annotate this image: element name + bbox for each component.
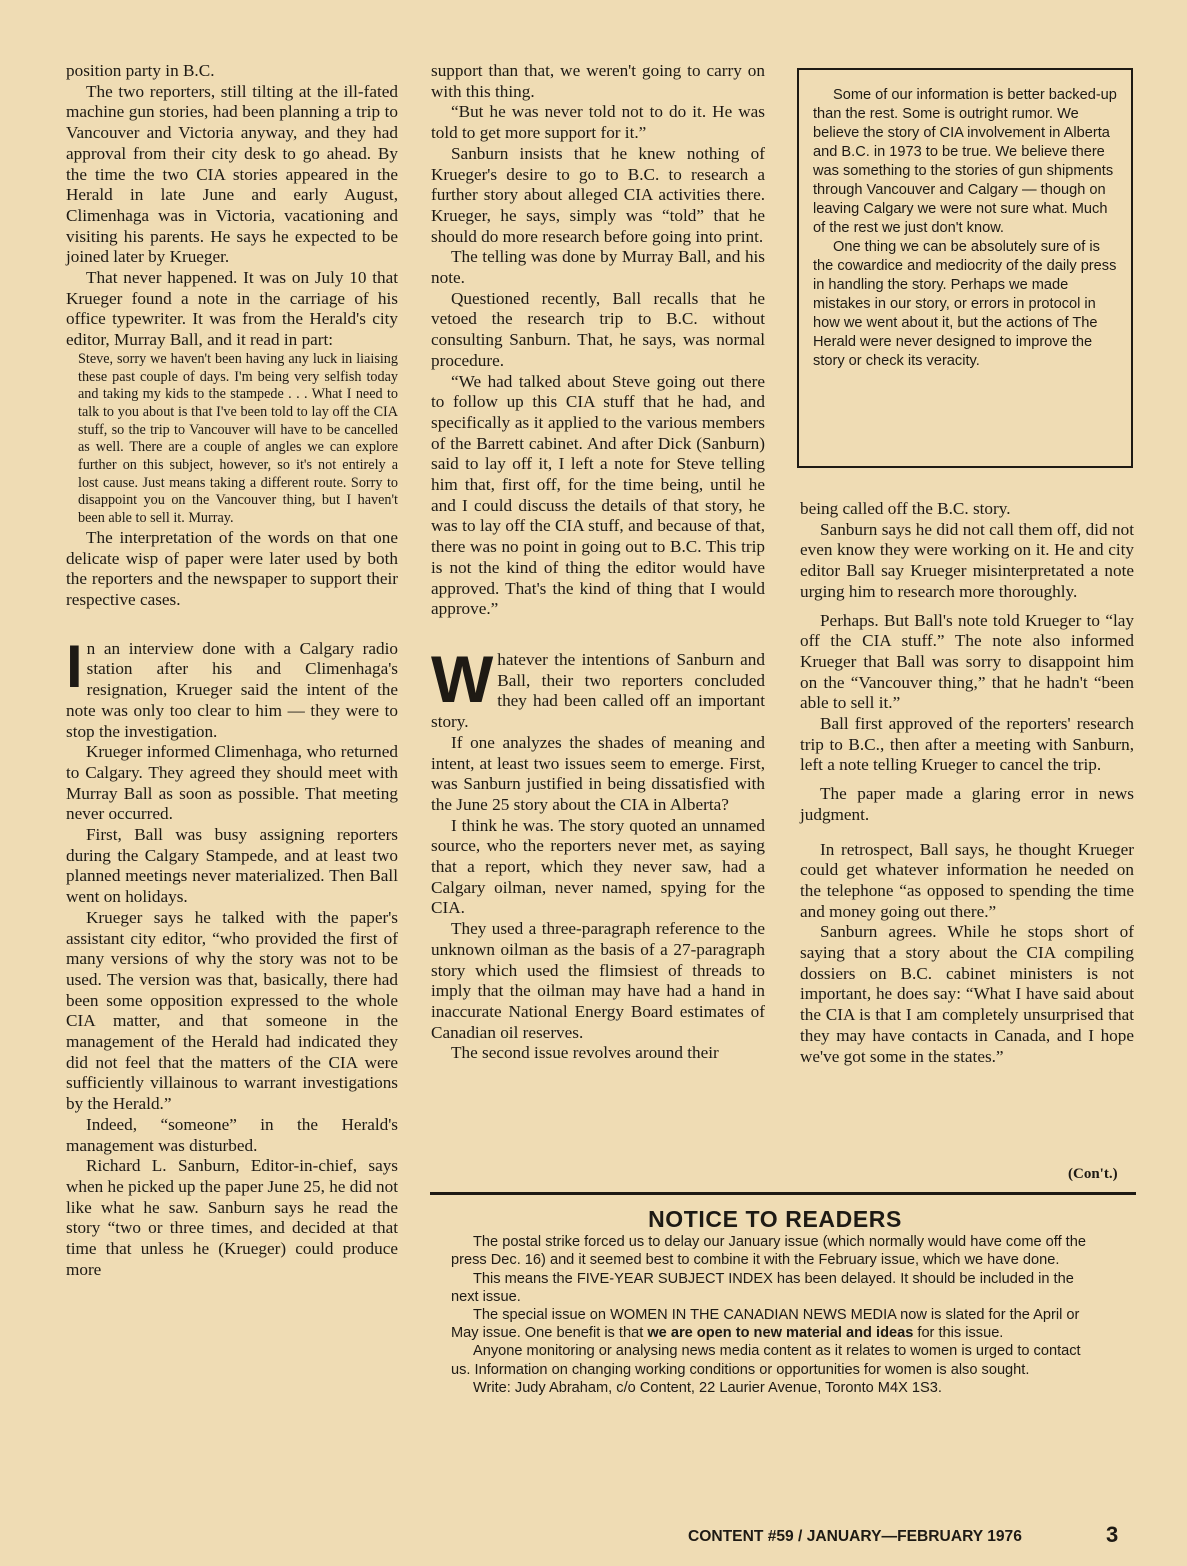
continued-marker: (Con't.)	[1068, 1166, 1118, 1182]
paragraph: The interpretation of the words on that one delicate wisp of paper were later used by both the reporters and the newspaper to support their respective cases.	[66, 527, 398, 609]
article-column-3	[800, 499, 1134, 1067]
notice-to-readers	[451, 1206, 1099, 1397]
notice-paragraph: The special issue on WOMEN IN THE CANADIAN NEWS MEDIA now is slated for the April or May issue. One benefit is that we are open to new material and ideas for this issue.	[451, 1307, 1080, 1342]
article-column-1	[66, 61, 398, 1280]
paragraph: Krueger informed Climenhaga, who returned to Calgary. They agreed they should meet with Murray Ball as soon as possible. That meeting never occurred.	[66, 742, 398, 824]
paragraph: Krueger says he talked with the paper's assistant city editor, “who provided the first of many versions of why the story was not to be used. The version was that, basically, there had been some opposition expressed to the whole CIA matter, and that someone in the management of the Herald had indicated they did not feel that the matters of the CIA were sufficiently villainous to warrant investigations by the Herald.”	[66, 907, 398, 1114]
section-lead	[66, 632, 398, 743]
article-column-2	[431, 61, 765, 1064]
paragraph: position party in B.C.	[66, 61, 215, 80]
paragraph: Perhaps. But Ball's note told Krueger to “lay off the CIA stuff.” The note also informed Krueger that Ball was sorry to disappoint him on the “Vancouver thing,” that he hadn't “been able to sell it.”	[800, 610, 1134, 713]
paragraph: They used a three-paragraph reference to the unknown oilman as the basis of a 27-paragraph story which used the flimsiest of threads to imply that the oilman may have had a hand in inaccurate National Energy Board estimates of Canadian oil reserves.	[431, 919, 765, 1042]
paragraph: Sanburn insists that he knew nothing of Krueger's desire to go to B.C. to research a further story about alleged CIA activities there. Krueger, he says, simply was “told” that he should do more research before going into print.	[431, 143, 765, 246]
paragraph: Sanburn says he did not call them off, did not even know they were working on it. He and city editor Ball say Krueger misinterpretated a note urging him to research more thoroughly.	[800, 519, 1134, 601]
notice-paragraph: Write: Judy Abraham, c/o Content, 22 Laurier Avenue, Toronto M4X 1S3.	[473, 1379, 942, 1396]
paragraph: The paper made a glaring error in news judgment.	[800, 784, 1134, 824]
section-lead	[431, 641, 765, 733]
paragraph: Richard L. Sanburn, Editor-in-chief, says when he picked up the paper June 25, he did not like what he saw. Sanburn says he read the story “two or three times, and decided at that time that unless he (Krueger) could produce more	[66, 1156, 398, 1279]
paragraph: Ball first approved of the reporters' research trip to B.C., then after a meeting with Sanburn, left a note telling Krueger to cancel the trip.	[800, 714, 1134, 775]
notice-paragraph: The postal strike forced us to delay our January issue (which normally would have come off the press Dec. 16) and it seemed best to combine it with the February issue, which we have done.	[451, 1234, 1086, 1269]
paragraph-text: hatever the intentions of Sanburn and Ball, their two reporters concluded they had been called off an important story.	[431, 649, 765, 732]
paragraph: Sanburn agrees. While he stops short of saying that a story about the CIA compiling dossiers on B.C. cabinet ministers is not important, he does say: “What I have said about the CIA is that I am completely unsurprised that they may have contacts in Canada, and I hope we've got some in the states.”	[800, 922, 1134, 1066]
paragraph: The two reporters, still tilting at the ill-fated machine gun stories, had been planning a trip to Vancouver and Victoria anyway, and they had approval from their city desk to go ahead. By the time the two CIA stories appeared in the Herald in late June and early August, Climenhaga was in Victoria, vacationing and visiting his parents. He says he expected to be joined later by Krueger.	[66, 81, 398, 267]
paragraph: First, Ball was busy assigning reporters during the Calgary Stampede, and at least two planned meetings never materialized. Then Ball went on holidays.	[66, 825, 398, 907]
paragraph: “But he was never told not to do it. He was told to get more support for it.”	[431, 102, 765, 143]
notice-paragraph: This means the FIVE-YEAR SUBJECT INDEX has been delayed. It should be included in the next issue.	[451, 1270, 1074, 1305]
paragraph: “We had talked about Steve going out there to follow up this CIA stuff that he had, and specifically as it applied to the various members of the Barrett cabinet. And after Dick (Sanburn) said to lay off it, I left a note for Steve telling him that, first off, for the time being, until he and I could discuss the details of that story, he was to lay off the CIA stuff, and because of that, there was no point in going out to B.C. This trip is not the kind of thing the editor would have approved. That's the kind of thing that I would approve.”	[431, 371, 765, 619]
paragraph: Some of our information is better backed-up than the rest. Some is outright rumor. We believe the story of CIA involvement in Alberta and B.C. in 1973 to be true. We believe there was something to the stories of gun shipments through Vancouver and Calgary — though on leaving Calgary we were not sure what. Much of the rest we just don't know.	[813, 87, 1117, 236]
paragraph: In retrospect, Ball says, he thought Krueger could get whatever information he needed on the telephone “as opposed to spending the time and money going out there.”	[800, 839, 1134, 921]
page-number: 3	[1106, 1522, 1119, 1547]
paragraph: being called off the B.C. story.	[800, 499, 1011, 518]
issue-footer: CONTENT #59 / JANUARY—FEBRUARY 1976	[688, 1528, 1022, 1545]
divider	[430, 1192, 1136, 1195]
paragraph: That never happened. It was on July 10 that Krueger found a note in the carriage of his office typewriter. It was from the Herald's city editor, Murray Ball, and it read in part:	[66, 268, 398, 350]
paragraph: I think he was. The story quoted an unnamed source, who the reporters never met, as saying that a report, which they never saw, had a Calgary oilman, never named, spying for the CIA.	[431, 815, 765, 918]
drop-cap: I	[66, 632, 83, 700]
paragraph-text: n an interview done with a Calgary radio station after his and Climenhaga's resignation, Krueger said the intent of the note was only too clear to him — they were to stop the investigation.	[66, 638, 398, 741]
emphasis: we are open to new material and ideas	[647, 1325, 914, 1342]
paragraph: One thing we can be absolutely sure of is the cowardice and mediocrity of the daily press in handling the story. Perhaps we made mistakes in our story, or errors in protocol in how we went about it, but the actions of The Herald were never designed to improve the story or check its veracity.	[813, 239, 1117, 369]
paragraph: Indeed, “someone” in the Herald's management was disturbed.	[66, 1114, 398, 1155]
drop-cap: W	[431, 641, 494, 716]
quoted-note: Steve, sorry we haven't been having any luck in liaising these past couple of days. I'm being very selfish today and taking my kids to the stampede . . . What I need to talk to you about is that I've been told to lay off the CIA stuff, so the trip to Vancouver will have to be cancelled as well. There are a couple of angles we can explore further on this subject, however, so it's not entirely a lost cause. Just means taking a different route. Sorry to disappoint you on the Vancouver thing, but I haven't been able to sell it. Murray.	[78, 350, 398, 527]
paragraph: Questioned recently, Ball recalls that he vetoed the research trip to B.C. without consulting Sanburn. That, he says, was normal procedure.	[431, 288, 765, 370]
notice-title: NOTICE TO READERS	[648, 1206, 902, 1232]
paragraph: The telling was done by Murray Ball, and his note.	[431, 247, 765, 288]
paragraph: The second issue revolves around their	[451, 1043, 719, 1063]
paragraph: If one analyzes the shades of meaning and intent, at least two issues seem to emerge. First, was Sanburn justified in being dissatisfied with the June 25 story about the CIA in Alberta?	[431, 732, 765, 814]
paragraph: support than that, we weren't going to carry on with this thing.	[431, 61, 765, 101]
editorial-sidebar-box	[797, 68, 1133, 468]
notice-paragraph: Anyone monitoring or analysing news media content as it relates to women is urged to contact us. Information on changing working conditions or opportunities for women is also sought.	[451, 1343, 1081, 1378]
